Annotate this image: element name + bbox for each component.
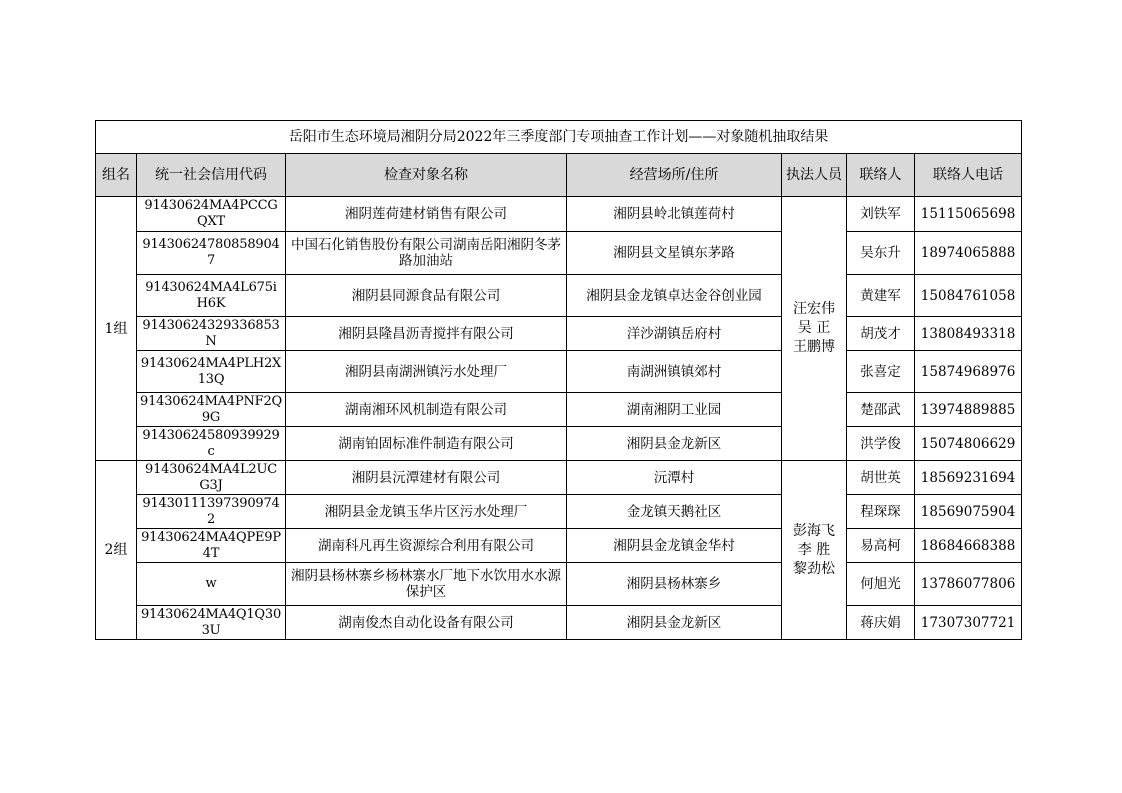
credit-code: 91430624329336853N (137, 317, 286, 351)
credit-code: 91430624MA4PCCGQXT (137, 197, 286, 232)
entity-address: 湘阴县金龙新区 (567, 427, 782, 461)
table-row (96, 606, 1022, 640)
officer-name: 彭海飞 (793, 522, 835, 539)
entity-name: 湘阴县杨林寨乡杨林寨水厂地下水饮用水水源保护区 (286, 563, 567, 606)
entity-address: 洋沙湖镇岳府村 (567, 317, 782, 351)
entity-address: 湘阴县文星镇东茅路 (567, 232, 782, 275)
entity-name: 湘阴县同源食品有限公司 (286, 275, 567, 317)
contact-phone: 13786077806 (915, 563, 1022, 606)
contact-person: 程琛琛 (847, 495, 915, 529)
entity-address: 湖南湘阴工业园 (567, 393, 782, 427)
officer-name: 李 胜 (797, 541, 831, 558)
credit-code: 91430624MA4PLH2X13Q (137, 351, 286, 393)
contact-phone: 15874968976 (915, 351, 1022, 393)
contact-phone: 15074806629 (915, 427, 1022, 461)
contact-person: 胡茂才 (847, 317, 915, 351)
inspection-table (95, 120, 1022, 640)
table-row (96, 563, 1022, 606)
contact-person: 楚邵武 (847, 393, 915, 427)
officer-name: 汪宏伟 (793, 301, 835, 317)
header-name: 检查对象名称 (286, 154, 567, 197)
contact-person: 易高柯 (847, 529, 915, 563)
entity-address: 湘阴县金龙镇金华村 (567, 529, 782, 563)
table-row (96, 197, 1022, 232)
credit-code: 91430624MA4L2UCG3J (137, 461, 286, 495)
officer-name: 吴 正 (797, 320, 831, 336)
entity-address: 湘阴县金龙镇卓达金谷创业园 (567, 275, 782, 317)
table-row (96, 317, 1022, 351)
contact-phone: 17307307721 (915, 606, 1022, 640)
contact-person: 洪学俊 (847, 427, 915, 461)
contact-phone: 18569075904 (915, 495, 1022, 529)
entity-name: 湖南铂固标准件制造有限公司 (286, 427, 567, 461)
header-address: 经营场所/住所 (567, 154, 782, 197)
table-row (96, 427, 1022, 461)
credit-code: 91430624MA4QPE9P4T (137, 529, 286, 563)
contact-person: 刘铁军 (847, 197, 915, 232)
entity-name: 湘阴县隆昌沥青搅拌有限公司 (286, 317, 567, 351)
contact-phone: 18569231694 (915, 461, 1022, 495)
officer-name: 王鹏博 (793, 339, 835, 355)
entity-name: 湘阴县沅潭建材有限公司 (286, 461, 567, 495)
entity-address: 南湖洲镇镇郊村 (567, 351, 782, 393)
entity-address: 湘阴县杨林寨乡 (567, 563, 782, 606)
table-row (96, 275, 1022, 317)
header-row (96, 154, 1022, 197)
table-body (96, 197, 1022, 640)
header-phone: 联络人电话 (915, 154, 1022, 197)
table-row (96, 529, 1022, 563)
officers (782, 461, 847, 640)
credit-code: 914306247808589047 (137, 232, 286, 275)
contact-phone: 15115065698 (915, 197, 1022, 232)
entity-name: 湖南科凡再生资源综合利用有限公司 (286, 529, 567, 563)
table-row (96, 351, 1022, 393)
entity-address: 湘阴县金龙新区 (567, 606, 782, 640)
table-row (96, 461, 1022, 495)
entity-address: 湘阴县岭北镇莲荷村 (567, 197, 782, 232)
contact-phone: 18684668388 (915, 529, 1022, 563)
contact-phone: 18974065888 (915, 232, 1022, 275)
entity-address: 金龙镇天鹅社区 (567, 495, 782, 529)
table-title: 岳阳市生态环境局湘阴分局2022年三季度部门专项抽查工作计划——对象随机抽取结果 (96, 121, 1022, 154)
credit-code: 91430624MA4PNF2Q9G (137, 393, 286, 427)
table-row (96, 393, 1022, 427)
credit-code: 91430624MA4L675iH6K (137, 275, 286, 317)
credit-code: 91430624580939929c (137, 427, 286, 461)
entity-name: 湖南湘环风机制造有限公司 (286, 393, 567, 427)
officer-name: 黎劲松 (793, 560, 835, 577)
table-row (96, 232, 1022, 275)
contact-person: 何旭光 (847, 563, 915, 606)
officers (782, 197, 847, 461)
contact-person: 黄建军 (847, 275, 915, 317)
entity-name: 湘阴莲荷建材销售有限公司 (286, 197, 567, 232)
entity-address: 沅潭村 (567, 461, 782, 495)
contact-phone: 15084761058 (915, 275, 1022, 317)
group-label: 2组 (96, 461, 137, 640)
group-label: 1组 (96, 197, 137, 461)
header-group: 组名 (96, 154, 137, 197)
header-officers: 执法人员 (782, 154, 847, 197)
inspection-result-sheet (95, 120, 1021, 640)
entity-name: 湘阴县金龙镇玉华片区污水处理厂 (286, 495, 567, 529)
contact-person: 蒋庆娟 (847, 606, 915, 640)
header-code: 统一社会信用代码 (137, 154, 286, 197)
table-row (96, 495, 1022, 529)
contact-phone: 13808493318 (915, 317, 1022, 351)
contact-person: 张喜定 (847, 351, 915, 393)
header-contact: 联络人 (847, 154, 915, 197)
credit-code: 91430624MA4Q1Q303U (137, 606, 286, 640)
credit-code: w (137, 563, 286, 606)
contact-person: 吴东升 (847, 232, 915, 275)
contact-person: 胡世英 (847, 461, 915, 495)
entity-name: 湖南俊杰自动化设备有限公司 (286, 606, 567, 640)
entity-name: 中国石化销售股份有限公司湖南岳阳湘阴冬茅路加油站 (286, 232, 567, 275)
entity-name: 湘阴县南湖洲镇污水处理厂 (286, 351, 567, 393)
credit-code: 914301113973909742 (137, 495, 286, 529)
contact-phone: 13974889885 (915, 393, 1022, 427)
